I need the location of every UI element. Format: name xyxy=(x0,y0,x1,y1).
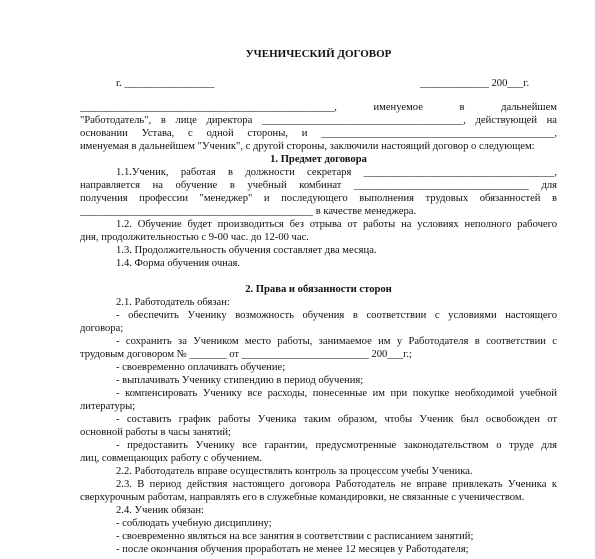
section-heading: 1. Предмет договора xyxy=(270,154,367,165)
paragraph-line: 1.4. Форма обучения очная. xyxy=(116,258,241,269)
paragraph-line: дня, продолжительностью с 9-00 час. до 12-00 час. xyxy=(80,232,309,243)
paragraph-line: литературы; xyxy=(80,401,136,412)
paragraph-line: - предоставить Ученику все гарантии, предусмотренные законодательством о труде для xyxy=(116,440,557,451)
intro-line: ________________________________________________, именуемое в дальнейшем xyxy=(80,102,557,113)
paragraph-line: - компенсировать Ученику все расходы, понесенные им при покупке необходимой учебной xyxy=(116,388,557,399)
paragraph-line: 2.1. Работодатель обязан: xyxy=(116,297,230,308)
paragraph-line: - обеспечить Ученику возможность обучения в соответствии с условиями настоящего xyxy=(116,310,557,321)
paragraph-line: - составить график работы Ученика таким образом, чтобы Ученик был освобожден от xyxy=(116,414,557,425)
paragraph-line: получения профессии "менеджер" и последующего выполнения трудовых обязанностей в xyxy=(80,193,557,204)
paragraph-line: - соблюдать учебную дисциплину; xyxy=(116,518,272,529)
paragraph-line: - выплачивать Ученику стипендию в период обучения; xyxy=(116,375,364,386)
paragraph-line: трудовым договором № _______ от ________________________ 200___г.; xyxy=(80,349,412,360)
paragraph-line: - после окончания обучения проработать не менее 12 месяцев у Работодателя; xyxy=(116,544,469,555)
paragraph-line: направляется на обучение в учебный комбинат _________________________________ для xyxy=(80,180,557,191)
paragraph-line: сверхурочным работам, направлять его в служебные командировки, не связанные с ученичеством. xyxy=(80,492,525,503)
paragraph-line: 2.4. Ученик обязан: xyxy=(116,505,204,516)
paragraph-line: - сохранить за Учеником место работы, занимаемое им у Работодателя в соответствии с xyxy=(116,336,557,347)
paragraph-line: договора; xyxy=(80,323,124,334)
paragraph-line: 1.2. Обучение будет производиться без отрыва от работы на условиях неполного рабочего xyxy=(116,219,557,230)
intro-line: именуемая в дальнейшем "Ученик", с другой стороны, заключили настоящий договор о следующем: xyxy=(80,141,535,152)
paragraph-line: - своевременно оплачивать обучение; xyxy=(116,362,286,373)
paragraph-line: основной работы в часы занятий; xyxy=(80,427,231,438)
paragraph-line: 2.2. Работодатель вправе осуществлять контроль за процессом учебы Ученика. xyxy=(116,466,473,477)
paragraph-line: 1.3. Продолжительность обучения составляет два месяца. xyxy=(116,245,377,256)
paragraph-line: - своевременно являться на все занятия в соответствии с расписанием занятий; xyxy=(116,531,474,542)
paragraph-line: 2.3. В период действия настоящего договора Работодатель не вправе привлекать Ученика к xyxy=(116,479,557,490)
place-field: г. _________________ xyxy=(116,78,215,89)
paragraph-line: 1.1.Ученик, работая в должности секретаря ____________________________________, xyxy=(116,167,557,178)
document-title: УЧЕНИЧЕСКИЙ ДОГОВОР xyxy=(245,48,392,60)
intro-line: "Работодатель", в лице директора ______________________________________, действующей на xyxy=(80,115,557,126)
intro-line: основании Устава, с одной стороны, и ____________________________________________, xyxy=(80,128,557,139)
paragraph-line: ____________________________________________ в качестве менеджера. xyxy=(80,206,417,217)
paragraph-line: лиц, совмещающих работу с обучением. xyxy=(80,453,263,464)
date-field: _____________ 200___г. xyxy=(420,78,530,89)
section-heading: 2. Права и обязанности сторон xyxy=(245,284,392,295)
